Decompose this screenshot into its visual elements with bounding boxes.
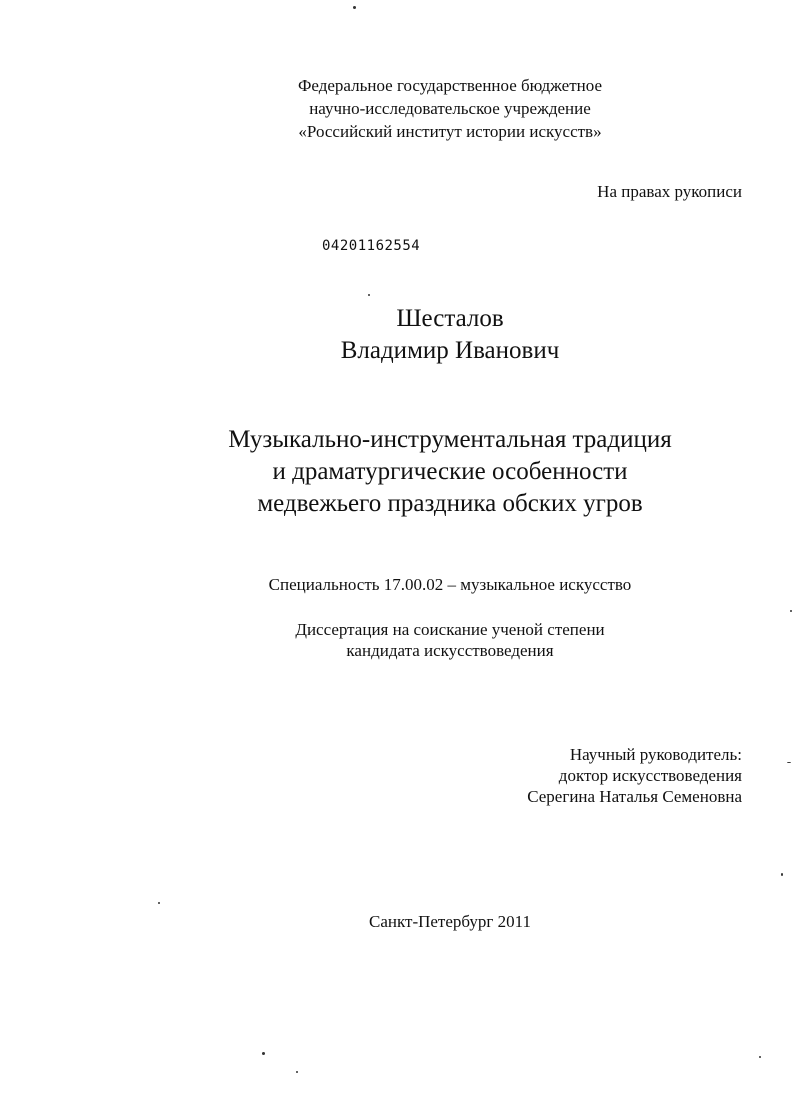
rights-note: На правах рукописи (597, 182, 742, 201)
dissertation-line-2: кандидата искусствоведения (346, 641, 554, 660)
supervisor-label: Научный руководитель: (569, 745, 742, 764)
registration-code: 04201162554 (322, 238, 421, 254)
author-surname: Шесталов (396, 305, 504, 332)
scan-speck (787, 762, 791, 763)
title-line-3: медвежьего праздника обских угров (257, 490, 643, 517)
scan-speck (368, 294, 370, 296)
institution-line-2: научно-исследовательское учреждение (309, 99, 591, 118)
scan-speck (262, 1052, 265, 1055)
scan-speck (790, 610, 792, 612)
institution-line-3: «Российский институт истории искусств» (298, 122, 602, 141)
scan-speck (158, 902, 160, 904)
supervisor-degree: доктор искусствоведения (558, 766, 742, 785)
author-given-name: Владимир Иванович (340, 337, 560, 364)
scan-speck (759, 1056, 761, 1058)
supervisor-name: Серегина Наталья Семеновна (527, 787, 742, 806)
institution-line-1: Федеральное государственное бюджетное (297, 76, 603, 95)
title-line-2: и драматургические особенности (272, 458, 628, 485)
author-name (170, 303, 730, 367)
institution-header (200, 74, 700, 143)
dissertation-line-1: Диссертация на соискание ученой степени (295, 620, 605, 639)
dissertation-title (100, 424, 798, 520)
city-year: Санкт-Петербург 2011 (369, 912, 531, 931)
dissertation-degree (150, 619, 750, 661)
supervisor-block (527, 744, 742, 807)
scan-speck (353, 6, 356, 9)
specialty: Специальность 17.00.02 – музыкальное искусство (268, 575, 632, 594)
title-line-1: Музыкально-инструментальная традиция (228, 426, 672, 453)
scan-speck (296, 1071, 298, 1073)
scan-speck (781, 873, 783, 876)
